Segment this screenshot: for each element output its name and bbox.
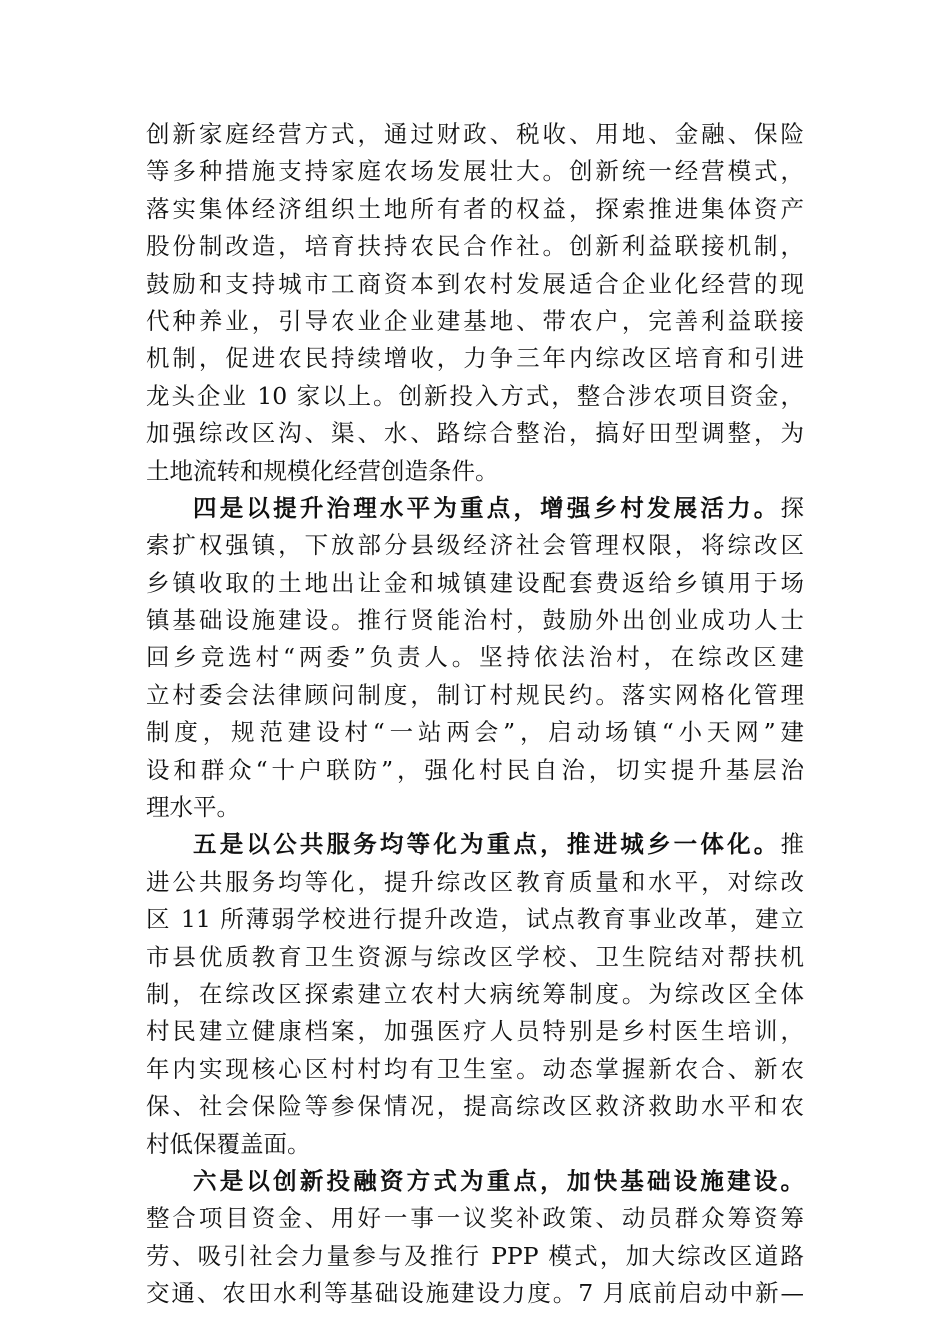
text-line [146, 1088, 804, 1125]
text-line [146, 303, 804, 340]
text-line [146, 976, 804, 1013]
text-line [146, 1163, 804, 1200]
text-line [146, 1200, 804, 1237]
text-line [146, 415, 804, 452]
body-text: 落实集体经济组织土地所有者的权益，探索推进集体资产 [146, 194, 804, 223]
text-line [146, 1275, 804, 1312]
text-line [146, 901, 804, 938]
body-text: 等多种措施支持家庭农场发展壮大。创新统一经营模式， [146, 157, 804, 186]
body-text: 机制，促进农民持续增收，力争三年内综改区培育和引进 [146, 344, 804, 373]
text-line [146, 266, 804, 303]
text-line [146, 565, 804, 602]
text-line [146, 639, 804, 676]
text-line [146, 1051, 804, 1088]
text-line [146, 453, 804, 490]
body-text: 立村委会法律顾问制度，制订村规民约。落实网格化管理 [146, 680, 804, 709]
text-line [146, 340, 804, 377]
body-text: 索扩权强镇，下放部分县级经济社会管理权限，将综改区 [146, 531, 804, 560]
body-text: 村低保覆盖面。 [146, 1129, 311, 1158]
body-text: 劳、吸引社会力量参与及推行 PPP 模式，加大综改区道路 [146, 1241, 804, 1270]
document-page [146, 116, 804, 1313]
body-text: 整合项目资金、用好一事一议奖补政策、动员群众筹资筹 [146, 1204, 804, 1233]
paragraph-p4 [146, 1163, 804, 1313]
body-text: 年内实现核心区村村均有卫生室。动态掌握新农合、新农 [146, 1054, 804, 1083]
text-line [146, 1013, 804, 1050]
body-text: 村民建立健康档案，加强医疗人员特别是乡村医生培训， [146, 1017, 804, 1046]
paragraph-p3 [146, 826, 804, 1163]
paragraph-p1 [146, 116, 804, 490]
body-text: 镇基础设施建设。推行贤能治村，鼓励外出创业成功人士 [146, 606, 804, 635]
paragraph-p2 [146, 490, 804, 827]
text-line [146, 826, 804, 863]
body-text: 股份制改造，培育扶持农民合作社。创新利益联接机制， [146, 232, 804, 261]
text-line [146, 789, 804, 826]
text-line [146, 1238, 804, 1275]
body-text: 乡镇收取的土地出让金和城镇建设配套费返给乡镇用于场 [146, 568, 804, 597]
body-text: 鼓励和支持城市工商资本到农村发展适合企业化经营的现 [146, 269, 804, 298]
text-line [146, 527, 804, 564]
body-text: 区 11 所薄弱学校进行提升改造，试点教育事业改革，建立 [146, 905, 804, 934]
bold-heading: 四是以提升治理水平为重点，增强乡村发展活力。 [193, 493, 781, 522]
body-text: 回乡竞选村“两委”负责人。坚持依法治村，在综改区建 [146, 643, 804, 672]
text-line [146, 1126, 804, 1163]
text-line [146, 864, 804, 901]
text-line [146, 378, 804, 415]
body-text: 龙头企业 10 家以上。创新投入方式，整合涉农项目资金， [146, 381, 804, 410]
text-line [146, 490, 804, 527]
body-text: 保、社会保险等参保情况，提高综改区救济救助水平和农 [146, 1092, 804, 1121]
bold-heading: 六是以创新投融资方式为重点，加快基础设施建设。 [193, 1166, 804, 1195]
body-text: 加强综改区沟、渠、水、路综合整治，搞好田型调整，为 [146, 419, 804, 448]
text-line [146, 228, 804, 265]
text-line [146, 752, 804, 789]
body-text: 进公共服务均等化，提升综改区教育质量和水平，对综改 [146, 867, 804, 896]
text-line [146, 714, 804, 751]
body-text: 土地流转和规模化经营创造条件。 [146, 456, 499, 485]
text-line [146, 602, 804, 639]
text-line [146, 939, 804, 976]
body-text: 代种养业，引导农业企业建基地、带农户，完善利益联接 [146, 306, 804, 335]
body-text: 理水平。 [146, 793, 240, 822]
text-line [146, 191, 804, 228]
body-text: 创新家庭经营方式，通过财政、税收、用地、金融、保险 [146, 120, 804, 148]
text-line [146, 677, 804, 714]
body-text: 设和群众“十户联防”，强化村民自治，切实提升基层治 [146, 755, 804, 784]
bold-heading: 五是以公共服务均等化为重点，推进城乡一体化。 [193, 830, 781, 859]
body-text: 交通、农田水利等基础设施建设力度。7 月底前启动中新— [146, 1279, 804, 1308]
body-text: 制度，规范建设村“一站两会”，启动场镇“小天网”建 [146, 718, 804, 747]
text-line [146, 153, 804, 190]
text-line [146, 116, 804, 153]
body-text: 制，在综改区探索建立农村大病统筹制度。为综改区全体 [146, 979, 804, 1008]
body-text: 探 [780, 493, 804, 522]
body-text: 市县优质教育卫生资源与综改区学校、卫生院结对帮扶机 [146, 942, 804, 971]
body-text: 推 [780, 830, 804, 859]
